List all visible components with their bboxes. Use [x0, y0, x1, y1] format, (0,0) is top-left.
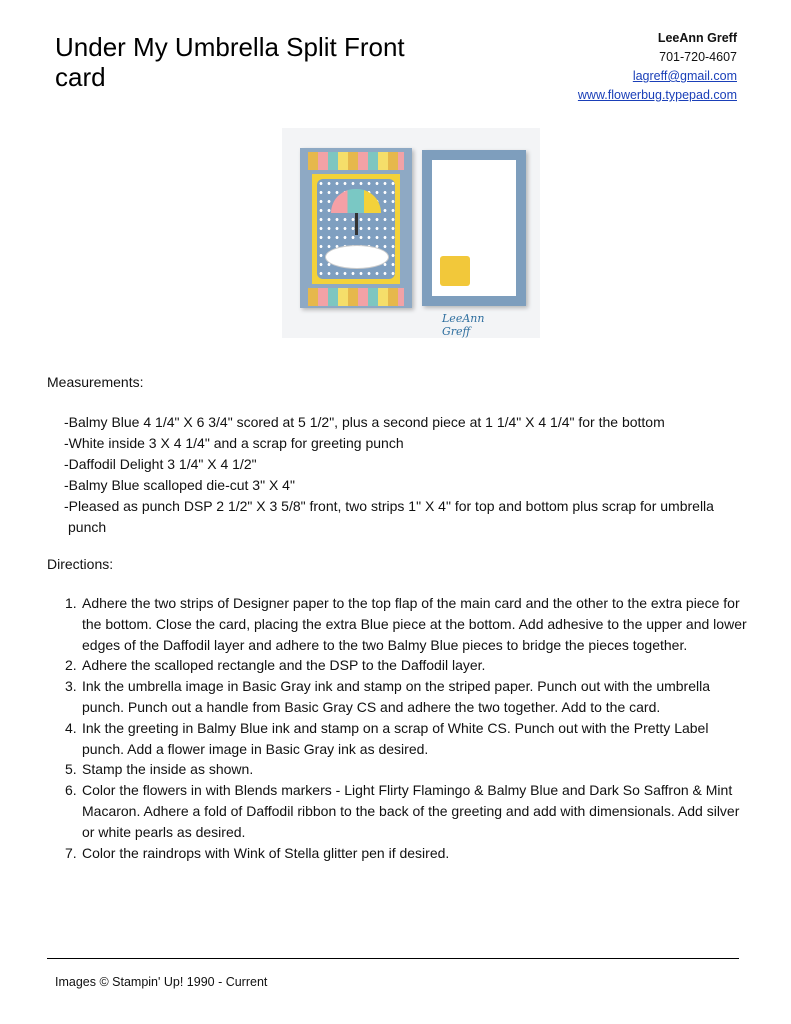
umbrella-image	[331, 189, 381, 213]
step-number: 3.	[65, 678, 77, 695]
contact-phone: 701-720-4607	[659, 50, 737, 64]
list-item: -Pleased as punch DSP 2 1/2" X 3 5/8" front, two strips 1" X 4" for top and bottom plus scrap for umbrella punch	[64, 498, 714, 535]
list-item	[65, 843, 752, 864]
greeting-label	[325, 245, 389, 269]
step-text: Ink the greeting in Balmy Blue ink and stamp on a scrap of White CS. Punch out with the Pretty Label punch. Add a flower image in Basic Gray ink as desired.	[82, 719, 709, 757]
measurements-list	[64, 412, 754, 538]
contact-name: LeeAnn Greff	[657, 31, 737, 45]
step-number: 4.	[65, 719, 77, 736]
dsp-strip-top	[308, 152, 404, 170]
step-number: 1.	[65, 595, 77, 611]
list-item: -Balmy Blue scalloped die-cut 3" X 4"	[64, 477, 295, 493]
boots-image	[440, 256, 470, 286]
step-number: 7.	[65, 844, 77, 861]
daffodil-layer	[312, 174, 400, 284]
photo-logo: LeeAnn Greff	[442, 312, 485, 338]
inside-panel	[432, 160, 516, 296]
list-item	[65, 718, 752, 760]
page-title: Under My Umbrella Split Front card	[55, 32, 405, 92]
step-number: 2.	[65, 657, 77, 674]
list-item	[65, 655, 752, 676]
contact-email-link[interactable]: lagreff@gmail.com	[632, 69, 737, 83]
step-text: Adhere the scalloped rectangle and the DSP to the Daffodil layer.	[82, 657, 486, 674]
card-front	[300, 148, 412, 308]
measurements-heading: Measurements:	[47, 374, 144, 390]
contact-block	[578, 29, 737, 105]
list-item	[65, 593, 752, 655]
step-text: Color the flowers in with Blends markers - Light Flirty Flamingo & Balmy Blue and Dark So Saffron & Mint Macaron. Adhere a fold of Daffodil ribbon to the back of the greeting and add with dimensionals. Add silver or white pearls as desired.	[82, 782, 740, 840]
step-text: Adhere the two strips of Designer paper to the top flap of the main card and the other to the extra piece for the bottom. Close the card, placing the extra Blue piece at the bottom. Add adhesive to the upper and lower edges of the Daffodil layer and adhere to the two Balmy Blue pieces to bridge the pieces together.	[82, 595, 747, 653]
card-inside	[422, 150, 526, 306]
scalloped-panel	[317, 179, 395, 279]
card-photo	[282, 128, 540, 338]
directions-list	[65, 593, 752, 863]
directions-heading: Directions:	[47, 556, 114, 572]
list-item: -White inside 3 X 4 1/4" and a scrap for greeting punch	[64, 435, 404, 451]
step-number: 5.	[65, 761, 77, 778]
list-item: -Balmy Blue 4 1/4" X 6 3/4" scored at 5 1/2", plus a second piece at 1 1/4" X 4 1/4" for the bottom	[64, 414, 665, 430]
dsp-strip-bottom	[308, 288, 404, 306]
contact-website-link[interactable]: www.flowerbug.typepad.com	[577, 88, 737, 102]
step-text: Color the raindrops with Wink of Stella glitter pen if desired.	[82, 844, 450, 861]
footer-copyright: Images © Stampin' Up! 1990 - Current	[55, 975, 268, 989]
footer-divider	[47, 958, 739, 959]
list-item	[65, 759, 752, 780]
step-number: 6.	[65, 782, 77, 799]
list-item	[65, 780, 752, 842]
umbrella-handle	[355, 213, 358, 235]
step-text: Stamp the inside as shown.	[82, 761, 254, 778]
list-item: -Daffodil Delight 3 1/4" X 4 1/2"	[64, 456, 257, 472]
step-text: Ink the umbrella image in Basic Gray ink and stamp on the striped paper. Punch out with the umbrella punch. Punch out a handle from Basic Gray CS and adhere the two together. Add to the card.	[82, 678, 711, 715]
list-item	[65, 676, 752, 718]
